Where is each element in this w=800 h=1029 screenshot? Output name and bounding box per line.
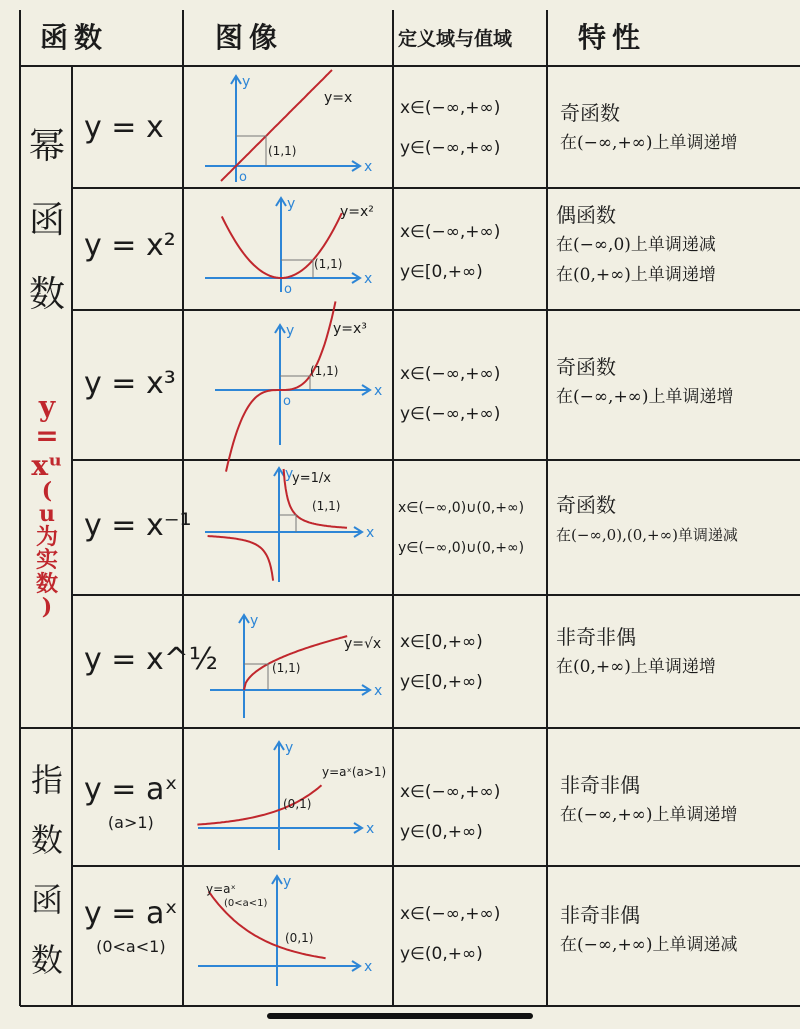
domain-range-cell bbox=[400, 354, 500, 434]
guide-line bbox=[281, 260, 313, 278]
property-title: 非奇非偶 bbox=[560, 773, 640, 797]
property-title: 奇函数 bbox=[560, 101, 620, 125]
domain-range-cell bbox=[400, 894, 500, 974]
property-cell bbox=[556, 622, 716, 682]
range-text: y∈[0,+∞) bbox=[400, 672, 483, 692]
guide-line bbox=[244, 664, 268, 690]
y-axis-label: y bbox=[283, 874, 292, 890]
property-cell bbox=[560, 770, 737, 830]
point-label: (1,1) bbox=[268, 144, 297, 158]
point-label: (1,1) bbox=[314, 257, 343, 271]
x-axis-label: x bbox=[364, 959, 373, 975]
y-axis-label: y bbox=[285, 740, 294, 756]
property-line: 在(−∞,0),(0,+∞)单调递减 bbox=[556, 526, 738, 544]
property-cell bbox=[556, 200, 716, 290]
power-note-char: y bbox=[38, 390, 56, 423]
x-axis-label: x bbox=[364, 271, 373, 287]
curve-label: y=x² bbox=[340, 204, 374, 220]
curve-label: y=1/x bbox=[292, 471, 331, 486]
power-note-char: 为 bbox=[35, 524, 58, 551]
property-title: 非奇非偶 bbox=[556, 625, 636, 649]
function-formula: y = x³ bbox=[84, 366, 176, 401]
power-note-char: = bbox=[35, 419, 59, 453]
property-title: 非奇非偶 bbox=[560, 903, 640, 927]
function-formula: y = x² bbox=[84, 228, 176, 263]
header-function: 函数 bbox=[40, 21, 109, 54]
range-text: y∈(−∞,+∞) bbox=[400, 404, 501, 424]
x-axis-label: x bbox=[366, 821, 375, 837]
domain-text: x∈(−∞,+∞) bbox=[400, 904, 501, 924]
range-text: y∈[0,+∞) bbox=[400, 262, 483, 282]
point-label: (0,1) bbox=[283, 797, 312, 811]
property-line: 在(−∞,+∞)上单调递增 bbox=[560, 805, 738, 825]
property-line: 在(−∞,+∞)上单调递减 bbox=[560, 935, 738, 955]
curve-reciprocal-negative bbox=[208, 536, 274, 581]
header-domain-range: 定义域与值域 bbox=[398, 28, 513, 50]
domain-text: x∈(−∞,+∞) bbox=[400, 364, 501, 384]
property-cell bbox=[556, 352, 733, 412]
domain-range-cell bbox=[400, 622, 483, 702]
exponential-family-char: 函 bbox=[30, 881, 63, 919]
power-note-char: ) bbox=[41, 593, 53, 620]
function-formula: y = x^½ bbox=[84, 642, 218, 677]
point-label: (1,1) bbox=[272, 661, 301, 675]
property-title: 奇函数 bbox=[556, 355, 616, 379]
range-text: y∈(−∞,+∞) bbox=[400, 138, 501, 158]
function-formula: y = x bbox=[84, 110, 164, 145]
x-axis-label: x bbox=[374, 683, 383, 699]
function-formula: y = x⁻¹ bbox=[84, 508, 192, 543]
domain-range-cell bbox=[400, 212, 500, 292]
domain-range-cell bbox=[398, 488, 524, 568]
domain-text: x∈(−∞,+∞) bbox=[400, 782, 501, 802]
range-text: y∈(0,+∞) bbox=[400, 822, 483, 842]
y-axis-label: y bbox=[250, 613, 259, 629]
x-axis-label: x bbox=[364, 159, 373, 175]
property-line: 在(−∞,+∞)上单调递增 bbox=[560, 133, 738, 153]
property-line: 在(0,+∞)上单调递增 bbox=[556, 657, 716, 677]
function-formula-text: y = aˣ bbox=[84, 896, 178, 931]
power-note-char: 实 bbox=[35, 547, 58, 574]
point-label: (1,1) bbox=[310, 364, 339, 378]
point-label: (0,1) bbox=[285, 931, 314, 945]
domain-text: x∈[0,+∞) bbox=[400, 632, 483, 652]
range-text: y∈(−∞,0)∪(0,+∞) bbox=[398, 540, 525, 556]
range-text: y∈(0,+∞) bbox=[400, 944, 483, 964]
property-cell bbox=[560, 900, 737, 960]
curve-label: y=x³ bbox=[333, 321, 367, 337]
property-title: 奇函数 bbox=[556, 493, 616, 517]
y-axis-label: y bbox=[286, 323, 295, 339]
curve-label: y=x bbox=[324, 90, 353, 106]
domain-text: x∈(−∞,0)∪(0,+∞) bbox=[398, 500, 525, 516]
exponential-family-char: 数 bbox=[30, 941, 63, 979]
origin-label: o bbox=[239, 170, 247, 185]
curve-y-equals-x bbox=[221, 70, 332, 181]
exponential-family-char: 指 bbox=[30, 761, 63, 799]
origin-label: o bbox=[284, 282, 292, 297]
domain-range-cell bbox=[400, 772, 500, 852]
function-formula-text: y = aˣ bbox=[84, 772, 178, 807]
domain-range-cell bbox=[400, 88, 500, 168]
function-condition: (0<a<1) bbox=[96, 937, 166, 956]
exponential-family-char: 数 bbox=[30, 821, 63, 859]
power-note-char: ( bbox=[41, 478, 53, 505]
curve-label: y=aˣ bbox=[206, 882, 236, 896]
origin-label: o bbox=[283, 394, 291, 409]
home-indicator[interactable] bbox=[267, 1013, 533, 1019]
y-axis-label: y bbox=[287, 196, 296, 212]
property-line: 在(0,+∞)上单调递增 bbox=[556, 265, 716, 285]
header-graph: 图像 bbox=[215, 21, 284, 54]
power-note-char: xᵘ bbox=[31, 448, 63, 482]
property-cell bbox=[556, 490, 738, 550]
domain-text: x∈(−∞,+∞) bbox=[400, 222, 501, 242]
curve-condition-label: (0<a<1) bbox=[224, 898, 268, 909]
power-family-char: 函 bbox=[28, 200, 65, 241]
power-note-char: u bbox=[39, 501, 55, 528]
function-condition: (a>1) bbox=[107, 813, 154, 832]
x-axis-label: x bbox=[374, 383, 383, 399]
property-line: 在(−∞,0)上单调递减 bbox=[556, 235, 716, 255]
property-cell bbox=[560, 98, 737, 158]
power-family-char: 幂 bbox=[28, 126, 65, 167]
point-label: (1,1) bbox=[312, 499, 341, 513]
x-axis-label: x bbox=[366, 525, 375, 541]
curve-label: y=√x bbox=[344, 636, 382, 652]
property-line: 在(−∞,+∞)上单调递增 bbox=[556, 387, 734, 407]
domain-text: x∈(−∞,+∞) bbox=[400, 98, 501, 118]
power-family-char: 数 bbox=[28, 274, 65, 315]
guide-line bbox=[279, 515, 296, 532]
header-property: 特性 bbox=[578, 21, 647, 54]
y-axis-label: y bbox=[285, 466, 294, 482]
power-note-char: 数 bbox=[35, 570, 58, 597]
y-axis-label: y bbox=[242, 74, 251, 90]
property-title: 偶函数 bbox=[556, 203, 616, 227]
curve-label: y=aˣ(a>1) bbox=[322, 765, 387, 779]
